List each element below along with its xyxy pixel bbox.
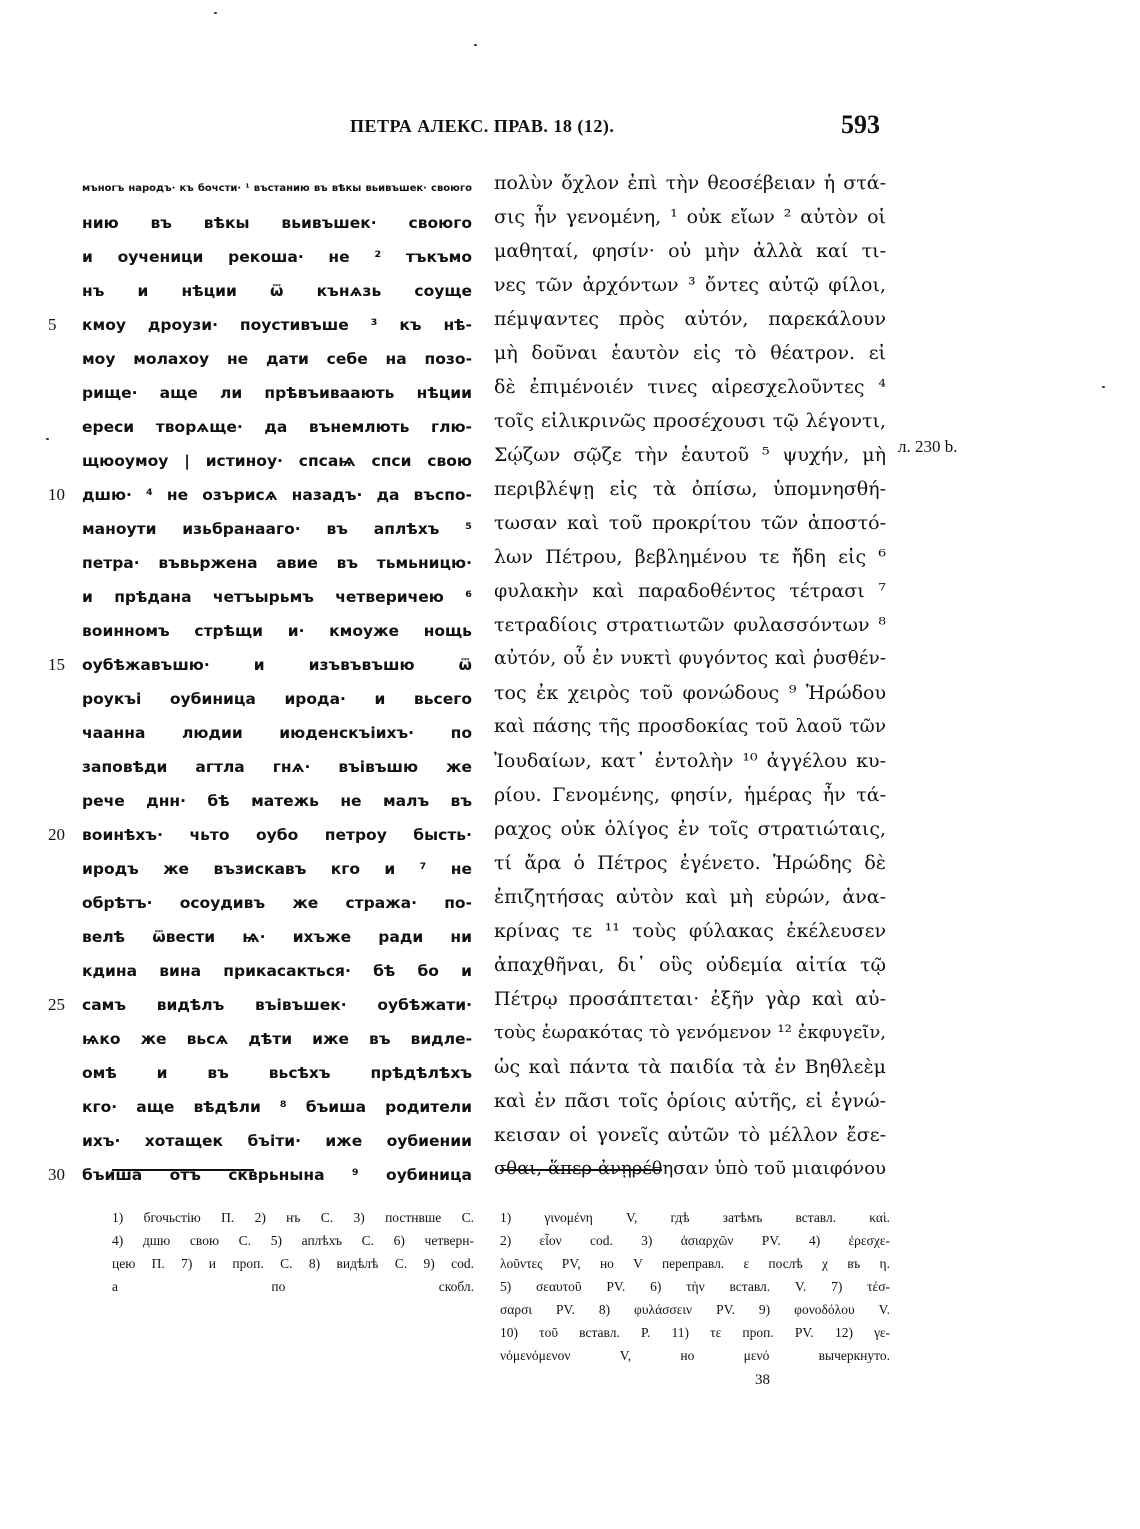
line-text: кмоу дроузи· поустивъше ³ къ нѣ- <box>82 316 472 334</box>
text-line <box>48 308 472 342</box>
line-text: велѣ ѿвести ѩ· ихъже ради ни <box>82 928 472 946</box>
running-title: ПЕТРА АЛЕКС. ПРАВ. 18 (12). <box>350 116 615 136</box>
text-line: τωσαν καὶ τοῦ προκρίτου τῶν ἀποστό- <box>494 512 886 534</box>
text-line <box>82 274 472 308</box>
footnote-line: σαρσι PV. 8) φυλάσσειν PV. 9) φονοδόλου V. <box>500 1302 890 1317</box>
line-text: оубѣжавъшю· и изъвъвъшю ѿ <box>82 656 472 674</box>
line-text: моу молахоу не дати себе на позо- <box>82 350 472 368</box>
greek-column <box>494 166 886 1186</box>
footnote-rule-right <box>500 1169 662 1171</box>
text-line: Πέτρῳ προσάπτεται· ἐξῆν γὰρ καὶ αὐ- <box>494 988 886 1010</box>
text-line <box>82 954 472 988</box>
text-line <box>82 1124 472 1158</box>
text-line: ραχος οὐκ ὀλίγος ἐν τοῖς στρατιώταις, <box>494 818 886 840</box>
line-text: нию въ вѣкы вьивъшек· своюго <box>82 214 472 232</box>
text-line: τος ἐκ χειρὸς τοῦ φονώδους ⁹ Ἡρώδου <box>494 682 886 704</box>
church-slavonic-column <box>48 172 472 1192</box>
text-line <box>82 852 472 886</box>
text-line <box>48 988 472 1022</box>
text-line <box>82 614 472 648</box>
text-line <box>82 1056 472 1090</box>
footnote-line: 10) τοῦ вставл. P. 11) τε проп. PV. 12) γε- <box>500 1325 890 1340</box>
line-text: обрѣтъ· осоудивъ же стража· по- <box>82 894 472 912</box>
text-line <box>82 1022 472 1056</box>
running-header <box>350 110 880 146</box>
text-line <box>82 886 472 920</box>
footnote-line: νόμενόμενον V, но μενό вычеркнуто. <box>500 1348 890 1363</box>
text-line: σις ἦν γενομένη, ¹ οὐκ εἴων ² αὐτὸν οἱ <box>494 206 886 228</box>
text-line: ἀπαχθῆναι, δι᾽ οὓς οὐδεμία αἰτία τῷ <box>494 954 886 976</box>
line-text: самъ видѣлъ въівъшек· оубѣжати· <box>82 996 472 1014</box>
text-line <box>82 410 472 444</box>
text-line <box>82 920 472 954</box>
text-line: περιβλέψῃ εἰς τὰ ὀπίσω, ὑπομνησθή- <box>494 478 886 500</box>
line-text: омѣ и въ вьсѣхъ прѣдѣлѣхъ <box>82 1064 472 1082</box>
text-line <box>82 376 472 410</box>
text-line <box>82 546 472 580</box>
margin-folio-note: л. 230 b. <box>898 437 958 456</box>
text-line: πέμψαντες πρὸς αὐτόν, παρεκάλουν <box>494 308 886 330</box>
line-number: 15 <box>48 655 65 674</box>
text-line: σθαι, ἅπερ ἀνῃρέθησαν ὑπὸ τοῦ μιαιφόνου <box>494 1158 886 1179</box>
line-text: рище· аще ли прѣвъиваають нѣции <box>82 384 472 402</box>
text-line: λων Πέτρου, βεβλημένου τε ἤδη εἰς ⁶ <box>494 546 886 568</box>
footnote-line: 1) бгочьстію П. 2) нъ С. 3) постнвше С. <box>112 1210 474 1225</box>
text-line <box>48 648 472 682</box>
text-line <box>82 512 472 546</box>
footnote-line: 2) εἶον cod. 3) ἀσιαρχῶν PV. 4) ἐρεσχε- <box>500 1233 890 1248</box>
text-line: τί ἄρα ὁ Πέτρος ἐγένετο. Ἡρώδης δὲ <box>494 852 886 874</box>
line-text: роукъі оубиница ирода· и вьсего <box>82 690 472 708</box>
signature-mark: 38 <box>755 1372 770 1388</box>
line-text: ихъ· хотащек бъіти· иже оубиении <box>82 1132 472 1150</box>
text-line <box>82 444 472 478</box>
line-number: 30 <box>48 1165 65 1184</box>
line-text: щюоумоу | истиноу· спсаѩ спси свою <box>82 452 472 470</box>
line-number: 20 <box>48 825 65 844</box>
footnote-line: 1) γινομένη V, гдѣ затѣмъ вставл. καὶ. <box>500 1210 890 1225</box>
footnote-line: 4) дшю свою С. 5) аплѣхъ С. 6) четверн- <box>112 1233 474 1248</box>
text-line <box>48 1158 472 1192</box>
line-text: ѩко же вьсѧ дѣти иже въ видле- <box>82 1030 472 1048</box>
line-text: нъ и нѣции ѿ кънѧзь соуще <box>82 282 472 300</box>
text-line: αὐτόν, οὗ ἐν νυκτὶ φυγόντος καὶ ῥυσθέν- <box>494 648 886 669</box>
print-speck <box>1102 386 1105 388</box>
line-text: иродъ же възискавъ кго и ⁷ не <box>82 860 472 878</box>
line-number: 25 <box>48 995 65 1014</box>
footnote-rule-left <box>112 1169 254 1171</box>
line-text: петра· въвьржена авие въ тьмьницю· <box>82 554 472 572</box>
line-text: кдина вина прикасакться· бѣ бо и <box>82 962 472 980</box>
line-text: дшю· ⁴ не озърисѧ назадъ· да въспо- <box>82 486 472 504</box>
text-line: ὡς καὶ πάντα τὰ παιδία τὰ ἐν Βηθλεὲμ <box>494 1056 886 1078</box>
text-line: ρίου. Γενομένης, φησίν, ἡμέρας ἦν τά- <box>494 784 886 806</box>
line-text: чаанна людии июденскъіихъ· по <box>82 724 472 742</box>
line-number: 5 <box>48 315 57 334</box>
footnote-line: цею П. 7) и проп. С. 8) видѣлѣ С. 9) cod. <box>112 1256 474 1271</box>
text-line: κρίνας τε ¹¹ τοὺς φύλακας ἐκέλευσεν <box>494 920 886 942</box>
text-line: φυλακὴν καὶ παραδοθέντος τέτρασι ⁷ <box>494 580 886 602</box>
text-line: μαθηταί, φησίν· οὐ μὴν ἀλλὰ καί τι- <box>494 240 886 262</box>
line-text: заповѣди агтла гнѧ· въівъшю же <box>82 758 472 776</box>
text-line <box>82 716 472 750</box>
text-line: τετραδίοις στρατιωτῶν φυλασσόντων ⁸ <box>494 614 886 636</box>
line-number: 10 <box>48 485 65 504</box>
line-text: рече днн· бѣ матежь не малъ въ <box>82 792 472 810</box>
text-line: Σῴζων σῷζε τὴν ἑαυτοῦ ⁵ ψυχήν, μὴ <box>494 444 886 466</box>
footnote-line: 5) σεαυτοῦ PV. 6) τὴν вставл. V. 7) τέσ- <box>500 1279 890 1294</box>
print-speck <box>474 44 477 46</box>
text-line <box>82 1090 472 1124</box>
line-text: маноути изьбранааго· въ аплѣхъ ⁵ <box>82 520 472 538</box>
footnotes-right <box>500 1206 890 1367</box>
line-text: кго· аще вѣдѣли ⁸ бъиша родители <box>82 1098 472 1116</box>
text-line: καὶ ἐν πᾶσι τοῖς ὁρίοις αὐτῆς, εἰ ἐγνώ- <box>494 1090 886 1112</box>
footnote-line: а по скобл. <box>112 1279 474 1294</box>
text-line <box>82 240 472 274</box>
text-line: Ἰουδαίων, κατ᾽ ἐντολὴν ¹⁰ ἀγγέλου κυ- <box>494 750 886 772</box>
text-line: πολὺν ὄχλον ἐπὶ τὴν θεοσέβειαν ἡ στά- <box>494 172 886 194</box>
text-line <box>82 342 472 376</box>
text-line <box>82 172 472 206</box>
text-line <box>82 206 472 240</box>
text-line: μὴ δοῦναι ἑαυτὸν εἰς τὸ θέατρον. εἰ <box>494 342 886 364</box>
text-line <box>82 580 472 614</box>
print-speck <box>214 12 217 14</box>
text-line <box>48 818 472 852</box>
line-text: и оученици рекоша· не ² тъкъмо <box>82 248 472 266</box>
text-line <box>82 784 472 818</box>
text-line: κεισαν οἱ γονεῖς αὐτῶν τὸ μέλλον ἔσε- <box>494 1124 886 1146</box>
page-number: 593 <box>841 110 880 139</box>
line-text: бъиша отъ скврьнына ⁹ оубиница <box>82 1166 472 1184</box>
line-text: воинѣхъ· чьто оубо петроу бысть· <box>82 826 472 844</box>
text-line: καὶ πάσης τῆς προσδοκίας τοῦ λαοῦ τῶν <box>494 716 886 737</box>
text-line <box>82 682 472 716</box>
text-line: δὲ ἐπιμένοιέν τινες αἱρεσχελοῦντες ⁴ <box>494 376 886 398</box>
text-line <box>82 750 472 784</box>
line-text: воинномъ стрѣщи и· кмоуже нощь <box>82 622 472 640</box>
text-line: τοὺς ἑωρακότας τὸ γενόμενον ¹² ἐκφυγεῖν, <box>494 1022 886 1043</box>
line-text: ереси творѧще· да вънемлють глю- <box>82 418 472 436</box>
footnote-line: λοῦντες PV, но V переправл. ε послѣ χ въ η. <box>500 1256 890 1271</box>
text-line: ἐπιζητήσας αὐτὸν καὶ μὴ εὑρών, ἀνα- <box>494 886 886 908</box>
text-line: νες τῶν ἀρχόντων ³ ὄντες αὐτῷ φίλοι, <box>494 274 886 296</box>
line-text: и прѣдана четъырьмъ четверичею ⁶ <box>82 588 472 606</box>
print-speck <box>46 438 49 440</box>
text-line <box>48 478 472 512</box>
footnotes-left <box>112 1206 474 1298</box>
text-line: τοῖς εἰλικρινῶς προσέχουσι τῷ λέγοντι, <box>494 410 886 432</box>
line-text: мъногъ народъ· къ бочсти· ¹ въстанию въ вѣкы вьивъшек· своюго <box>82 183 472 194</box>
